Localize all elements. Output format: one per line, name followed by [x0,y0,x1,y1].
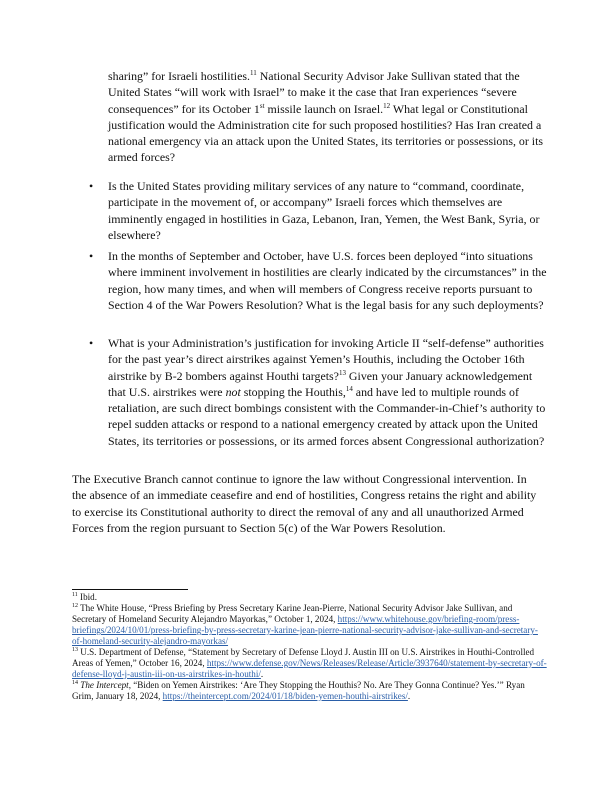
bullet-text [108,335,548,449]
footnote-ref-13[interactable]: 13 [338,368,346,377]
text-run: Given your January acknowledgement that U.S. airstrikes were [108,368,533,399]
continued-paragraph [108,68,548,166]
footnote-13 [72,647,547,680]
publication-name: The Intercept [78,680,129,690]
emphasis-not: not [225,384,241,399]
footnote-number: 14 [72,679,78,686]
footnote-14 [72,680,547,702]
footnote-ref-11[interactable]: 11 [250,69,257,78]
footnote-number: 13 [72,646,78,653]
footnote-ref-14[interactable]: 14 [345,384,353,393]
ordinal-suffix: st [259,101,265,110]
footnote-text: Ibid. [77,592,97,602]
footnote-text: U.S. Department of Defense, “Statement by Secretary of Defense Lloyd J. Austin III on U.S. Airstrikes in Houthi-Controlled Areas of Yemen,” October 16, 2024, [72,647,535,668]
footnote-number: 11 [72,591,78,598]
footnote-ref-12[interactable]: 12 [383,101,391,110]
text-run: What is your Administration’s justification for invoking Article II “self-defense” authorities for the past year’s direct airstrikes against Yemen’s Houthis, including the October 16th airstrike by B-2 bombers against Houthi targets? [108,336,544,383]
footnote-number: 12 [72,602,78,609]
text-run: National Security Advisor Jake Sullivan stated that the United States “will work with Israel” to make it the case that Iran experiences “severe consequences” for its October 1 [108,69,520,116]
text-run: stopping the Houthis, [240,384,346,399]
bullet-text: In the months of September and October, have U.S. forces been deployed “into situations where imminent involvement in hostilities are clearly indicated by the circumstances” in the region, how many times, and when will members of Congress receive reports pursuant to Section 4 of the War Powers Resolution? What is the legal basis for any such deployments? [108,249,547,312]
footnote-11 [72,592,547,603]
footnote-12 [72,603,547,647]
text-run: What legal or Constitutional justification would the Administration cite for such proposed hostilities? Has Iran created a national emergency via an attack upon the United States, its territories or possessions, or its armed forces? [108,101,544,165]
text-run: and have led to multiple rounds of retaliation, are such direct bombings consistent with the Commander-in-Chief’s authority to repel sudden attacks or respond to a national emergency created by attack upon the United States, its territories or possessions, or its armed forces absent Congressional authorization? [108,384,546,448]
text-run: sharing” for Israeli hostilities. [108,69,250,83]
bullet-text: Is the United States providing military services of any nature to “command, coordinate, participate in the movement of, or accompany” Israeli forces which themselves are imminently engaged in hostilities in Gaza, Lebanon, Iran, Yemen, the West Bank, Syria, or elsewhere? [108,179,540,242]
bullet-icon: • [89,249,94,263]
footnote-text: , “Biden on Yemen Airstrikes: ‘Are They Stopping the Houthis? No. Are They Gonna Continue? Yes.’” Ryan Grim, January 18, 2024, [72,680,525,701]
footnotes-section [72,592,547,702]
footnote-link-defense[interactable]: https://www.defense.gov/News/Releases/Release/Article/3937640/statement-by-secretary-of-defense-lloyd-j-austin-iii-on-us-airstrikes-in-houthi/ [72,658,547,679]
closing-paragraph: The Executive Branch cannot continue to ignore the law without Congressional intervention. In the absence of an immediate ceasefire and end of hostilities, Congress retains the right and ability to exercise its Constitutional authority to direct the removal of any and all unauthorized Armed Forces from the region pursuant to Section 5(c) of the War Powers Resolution. [72,472,537,535]
footnote-link-whitehouse[interactable]: https://www.whitehouse.gov/briefing-room/press-briefings/2024/10/01/press-briefing-by-press-secretary-karine-jean-pierre-national-security-advisor-jake-sullivan-and-secretary-of-homeland-security-alejandro-mayorkas/ [72,614,538,646]
bullet-icon: • [89,179,94,193]
footnote-text: . [260,669,264,679]
footnote-separator [72,589,188,590]
bullet-icon: • [89,336,94,350]
footnote-text: . [407,691,411,701]
footnote-text: The White House, “Press Briefing by Press Secretary Karine Jean-Pierre, National Security Advisor Jake Sullivan, and Secretary of Homeland Security Alejandro Mayorkas,” October 1, 2024, [72,603,513,624]
footnote-link-intercept[interactable]: https://theintercept.com/2024/01/18/biden-yemen-houthi-airstrikes/ [162,691,408,701]
text-run: missile launch on Israel. [264,101,384,116]
